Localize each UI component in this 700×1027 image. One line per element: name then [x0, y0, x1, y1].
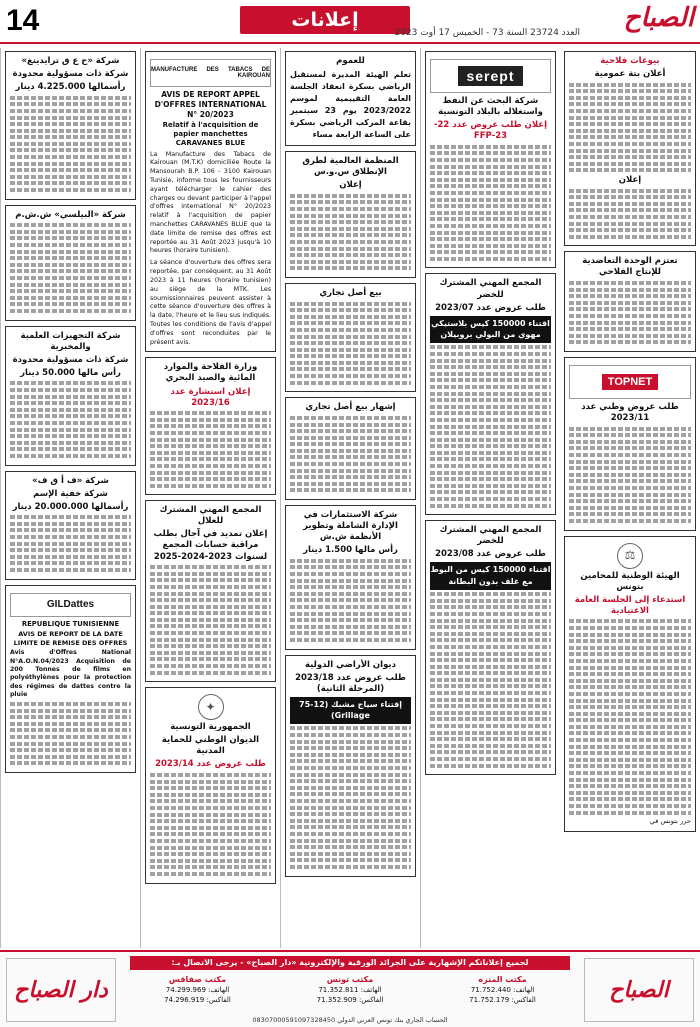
ad-body: Avis d'Offres National N°A.O.N.04/2023 Acquisition de 200 Tonnes de films en polyéthylènes pour la protection des régimes de dattes contre la pluie	[10, 649, 131, 699]
ad-heading: للعموم	[336, 56, 365, 66]
ad-subheading: الديوان الوطني للحماية المدنية	[161, 735, 260, 757]
ad-heading: شركة «البيلسي» ش.ش.م	[15, 209, 126, 220]
ad-business-sale-2	[285, 397, 416, 500]
ad-heading: شركة الاستثمارات في الإدارة الشاملة وتطوير الأنظمة ش.ش	[303, 510, 398, 543]
ad-mtk-avis	[145, 51, 276, 352]
column-1	[0, 48, 140, 948]
gil-logo: GILDattes	[10, 593, 131, 617]
ad-subheading: إعلان	[339, 180, 362, 191]
ad-bags-tender-07	[425, 273, 556, 515]
ad-company-1	[5, 51, 136, 200]
ad-body: تعلم الهيئة المديرة لمستقبل الرياضي بسكرة انعقاد الجلسة العامة التقييمية لموسم 2023/2022 يوم 23 سبتمبر بقاعة المركب الرياضي بسكرة على الساعة الرابعة مساء	[290, 70, 411, 140]
footer-logo-left: دار الصباح	[6, 958, 116, 1022]
ad-heading: شركة التجهيزات العلمية والمخبرية	[20, 330, 121, 352]
ad-state-lands	[285, 655, 416, 877]
ad-company-investment	[285, 505, 416, 650]
ad-heading: طلب عروض وطني عدد 2023/11	[581, 402, 679, 424]
ad-fruits-group	[145, 500, 276, 682]
topnet-logo: TOPNET	[569, 365, 691, 399]
ad-business-sale-1	[285, 283, 416, 392]
ad-farm-sales	[564, 51, 696, 246]
ad-company-2	[5, 205, 136, 321]
section-title: إعلانات	[240, 6, 410, 34]
ad-subheading: رأس مالها 1.500 دينار	[303, 545, 398, 556]
ad-bags-tender-08	[425, 520, 556, 775]
footer-bank-account: الحساب الجاري بنك تونس العربي الدولي 08307000591097328450	[252, 1016, 448, 1024]
masthead-logo: الصباح	[623, 3, 694, 33]
ad-heading: المنظمة العالمية لطرق الإنطلاق س.و.س	[302, 156, 399, 178]
ad-heading: الهيئة الوطنية للمحامين بتونس	[580, 570, 680, 592]
ad-public-notice	[285, 51, 416, 146]
ad-signature: حرر بتونس في	[649, 817, 691, 826]
ad-company-4	[5, 471, 136, 580]
ad-subheading: أعلان بتة عمومية	[594, 69, 666, 80]
ad-body: La Manufacture des Tabacs de Kairouan (M.T.K) domiciliée Route la Mansourah B.P. 106 - 3100 Kairouan Tunisie, informe tous les fournisseurs ayant télécharger le cahier des charges ou devant participer à l'appel d'offres international N° 20/2023 relatif à l'acquisition de papier manchettes CARAVANES BLUE que la date limite de remise des offres est reportée au 31 Août 2023 jusqu'à 10 heures (horaire tunisien).	[150, 150, 271, 255]
ad-subheading: شركة خفية الإسم	[33, 488, 108, 499]
ad-cooperative	[564, 251, 696, 352]
ad-gil-dattes	[5, 585, 136, 773]
page-footer	[0, 950, 700, 1027]
office-tunis: مكتب تونس الهاتف: 71.352.811 الفاكس: 71.352.909	[316, 975, 384, 1004]
ad-heading: إشهار بيع أصل تجاري	[305, 402, 396, 413]
ad-subheading: استدعاء إلى الجلسة العامة الاعتيادية	[574, 594, 686, 616]
ad-body: La séance d'ouverture des offres sera reportée, par conséquent, au 31 Août 2023 à 11 heures (horaire tunisien) au siège de la MTK. Les soumissionnaires peuvent assister à cette séance d'ouverture des offres à la date, l'heure et le lieu sus indiqués. Toutes les conditions de l'avis d'appel d'offres sont reconduites par le présent avis.	[150, 259, 271, 346]
ad-sos	[285, 151, 416, 278]
issue-line: العدد 23724 السنة 73 - الخميس 17 أوت 2023	[394, 28, 580, 38]
footer-offices	[125, 974, 575, 1005]
column-4	[420, 48, 560, 948]
ad-subheading: طلب عروض عدد 2023/18 (المرحلة الثانية)	[295, 672, 406, 694]
ad-subheading: رأسمالها 4.225.000 دينار	[15, 82, 126, 93]
office-sfax: مكتب صفاقس الهاتف: 74.299.969 الفاكس: 74.296.919	[164, 975, 231, 1004]
ad-lawyers-assembly	[564, 536, 696, 832]
ad-heading: شركة البحث عن النفط واستغلاله بالبلاد التونسية	[438, 96, 543, 118]
ad-subheading: AVIS DE REPORT DE LA DATE LIMITE DE REMISE DES OFFRES	[13, 630, 128, 647]
ad-subheading: رأسمالها 20.000.000 دينار	[12, 501, 129, 512]
ad-heading: شركة «ف أ ق ف»	[32, 475, 109, 486]
column-3	[280, 48, 420, 948]
column-2	[140, 48, 280, 948]
ad-subheading: شركة ذات مسؤولية محدودة	[12, 354, 129, 365]
ad-civil-protection	[145, 687, 276, 883]
ad-company-3	[5, 326, 136, 466]
ad-subheading: إعلان	[618, 175, 642, 185]
mtk-logo: MANUFACTURE DES TABACS DE KAIROUAN	[150, 59, 271, 87]
ad-subheading: رأس مالها 50.000 دينار	[20, 367, 121, 378]
ad-heading: طلب عروض عدد 2023/07	[435, 302, 546, 313]
serept-logo: serept	[430, 59, 551, 93]
ad-heading: AVIS DE REPORT APPEL D'OFFRES INTERNATIONAL N° 20/2023	[154, 90, 267, 119]
ad-subheading: إعلان تمديد في آجال بطلب مراقبة حسابات المجمع لسنوات 2023-2024-2025	[153, 529, 268, 562]
ad-subheading: Relatif à l'acquisition de papier manchettes CARAVANES BLUE	[162, 121, 259, 148]
ad-heading: وزارة الفلاحة والموارد المائية والصيد البحري	[163, 362, 258, 384]
ad-heading: طلب عروض عدد 2023/08	[435, 549, 546, 560]
ad-subheading: إعلان استشارة عدد 2023/16	[170, 386, 251, 408]
ad-heading: تعتزم الوحدة التعاضدية للإنتاج الفلاحي	[582, 256, 678, 278]
emblem-icon: ✦	[198, 694, 224, 720]
ad-subheading: اقتناء 150000 كيس من البوط مع غلف بدون البطانة	[430, 562, 551, 589]
office-menzah: مكتب المنزه الهاتف: 71.752.440 الفاكس: 71.752.179	[469, 975, 536, 1004]
org-name: المجمع المهني المشترك للخضر	[439, 278, 542, 300]
ad-subheading: اقتناء 150000 كيس بلاستيكي مهوي من البولي بروبيلان	[430, 316, 551, 343]
scales-icon: ⚖	[617, 543, 643, 569]
ad-subheading: شركة ذات مسؤولية محدودة	[12, 69, 129, 80]
page-number: 14	[6, 4, 40, 37]
ad-heading: المجمع المهني المشترك للغلال	[159, 505, 262, 527]
footer-logo-right: الصباح	[584, 958, 694, 1022]
ad-subheading: طلب عروض عدد 2023/14	[155, 759, 266, 770]
org-name: المجمع المهني المشترك للخضر	[439, 525, 542, 547]
page-header	[0, 0, 700, 44]
ad-heading: REPUBLIQUE TUNISIENNE	[21, 619, 120, 628]
footer-contact-band: لجميع إعلاناتكم الإشهارية على الجرائد الورقية والإلكترونية «دار الصباح» - يرجى الاتصال بـ:	[130, 956, 570, 970]
ad-heading: ديوان الأراضي الدولية	[305, 659, 396, 670]
ad-subheading: إعلان طلب عروض عدد 22-23-FFP	[433, 120, 547, 142]
ad-ministry-agriculture	[145, 357, 276, 495]
ad-subheading: إقتناء سياج مشبك (12-75 Grillage)	[290, 697, 411, 724]
column-5	[560, 48, 700, 948]
ad-heading: الجمهورية التونسية	[170, 722, 251, 733]
ad-heading: شركة «ح ع ق ترايدينغ»	[21, 56, 120, 66]
ad-heading: بيوعات فلاحية	[600, 56, 660, 66]
ad-serept	[425, 51, 556, 268]
ad-heading: بيع أصل تجاري	[319, 287, 382, 298]
ad-topnet	[564, 357, 696, 531]
